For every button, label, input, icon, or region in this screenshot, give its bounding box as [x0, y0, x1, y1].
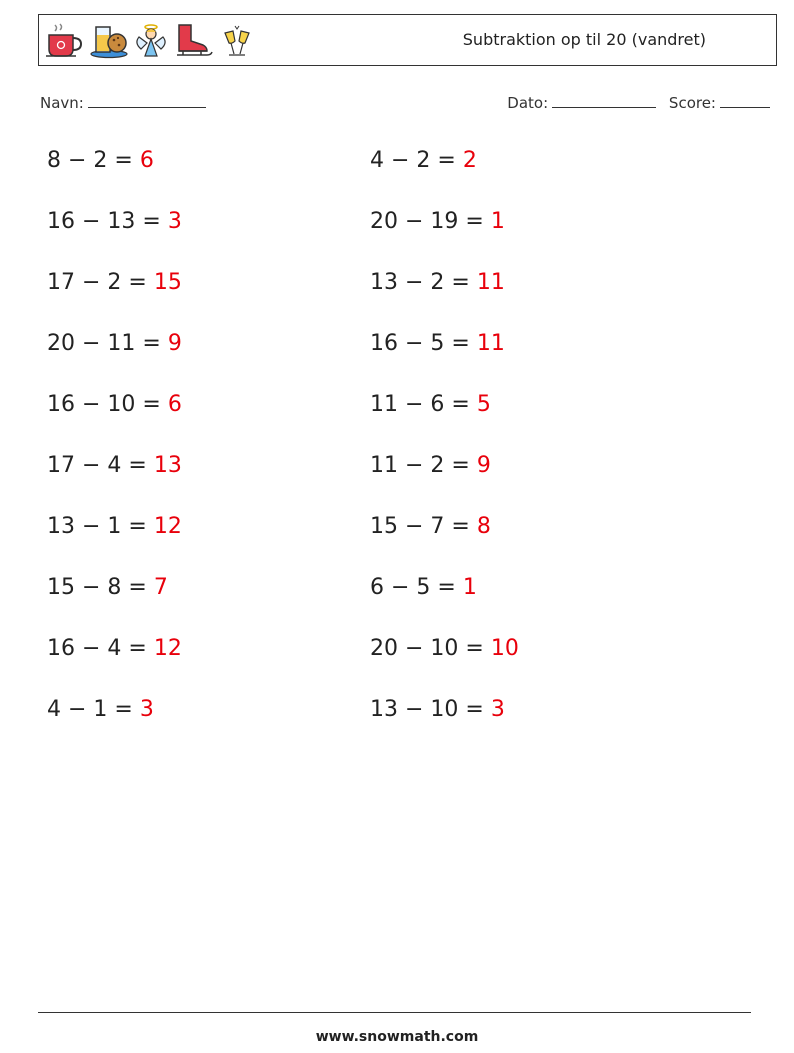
header-box [38, 14, 777, 66]
problem-left-4 [47, 331, 182, 356]
footer-divider [38, 1012, 751, 1013]
problem-answer: 6 [139, 148, 154, 173]
problem-answer: 3 [139, 697, 154, 722]
problem-answer: 6 [167, 392, 182, 417]
problem-expression: 13 − 2 = [370, 270, 477, 295]
date-line[interactable] [552, 93, 656, 108]
problem-expression: 20 − 10 = [370, 636, 491, 661]
problem-answer: 12 [153, 514, 182, 539]
problem-expression: 20 − 11 = [47, 331, 168, 356]
problem-right-9 [370, 636, 519, 661]
score-line[interactable] [720, 93, 770, 108]
problem-left-2 [47, 209, 182, 234]
problem-expression: 8 − 2 = [47, 148, 140, 173]
problem-answer: 9 [476, 453, 491, 478]
problem-expression: 20 − 19 = [370, 209, 491, 234]
problem-right-3 [370, 270, 505, 295]
problem-expression: 11 − 6 = [370, 392, 477, 417]
milk-cookie-icon [89, 23, 129, 59]
problem-answer: 1 [490, 209, 505, 234]
header-icons [45, 21, 257, 61]
problem-answer: 11 [476, 331, 505, 356]
name-line[interactable] [88, 93, 206, 108]
problem-left-5 [47, 392, 182, 417]
problem-answer: 9 [167, 331, 182, 356]
problem-left-3 [47, 270, 182, 295]
problem-left-7 [47, 514, 182, 539]
problem-answer: 2 [462, 148, 477, 173]
problem-left-9 [47, 636, 182, 661]
problem-expression: 13 − 10 = [370, 697, 491, 722]
problem-answer: 3 [490, 697, 505, 722]
problem-right-8 [370, 575, 477, 600]
angel-icon [133, 23, 169, 59]
problem-expression: 13 − 1 = [47, 514, 154, 539]
problem-right-1 [370, 148, 477, 173]
problem-left-10 [47, 697, 154, 722]
problem-right-7 [370, 514, 491, 539]
problem-expression: 16 − 4 = [47, 636, 154, 661]
problem-expression: 16 − 5 = [370, 331, 477, 356]
problem-right-2 [370, 209, 505, 234]
problem-expression: 4 − 1 = [47, 697, 140, 722]
problem-expression: 16 − 13 = [47, 209, 168, 234]
problem-right-6 [370, 453, 491, 478]
problem-expression: 17 − 4 = [47, 453, 154, 478]
problem-expression: 6 − 5 = [370, 575, 463, 600]
problem-answer: 12 [153, 636, 182, 661]
problem-answer: 7 [153, 575, 168, 600]
problem-answer: 13 [153, 453, 182, 478]
problem-left-1 [47, 148, 154, 173]
name-label: Navn: [40, 94, 84, 112]
problem-answer: 10 [490, 636, 519, 661]
problem-answer: 15 [153, 270, 182, 295]
problem-answer: 3 [167, 209, 182, 234]
name-field [40, 93, 206, 112]
problem-answer: 8 [476, 514, 491, 539]
date-label: Dato: [507, 94, 549, 112]
problem-left-8 [47, 575, 168, 600]
footer-url: www.snowmath.com [315, 1029, 479, 1045]
problem-expression: 11 − 2 = [370, 453, 477, 478]
cup-icon [45, 23, 85, 59]
problem-left-6 [47, 453, 182, 478]
problem-answer: 1 [462, 575, 477, 600]
problem-right-4 [370, 331, 505, 356]
problem-expression: 15 − 7 = [370, 514, 477, 539]
problem-expression: 17 − 2 = [47, 270, 154, 295]
problem-right-10 [370, 697, 505, 722]
problem-expression: 4 − 2 = [370, 148, 463, 173]
problem-expression: 15 − 8 = [47, 575, 154, 600]
problem-answer: 5 [476, 392, 491, 417]
date-score-fields [507, 93, 770, 112]
problem-answer: 11 [476, 270, 505, 295]
problem-right-5 [370, 392, 491, 417]
champagne-icon [217, 23, 257, 59]
score-label: Score: [668, 94, 716, 112]
worksheet-title: Subtraktion op til 20 (vandret) [462, 30, 706, 49]
skate-icon [173, 23, 213, 59]
problem-expression: 16 − 10 = [47, 392, 168, 417]
